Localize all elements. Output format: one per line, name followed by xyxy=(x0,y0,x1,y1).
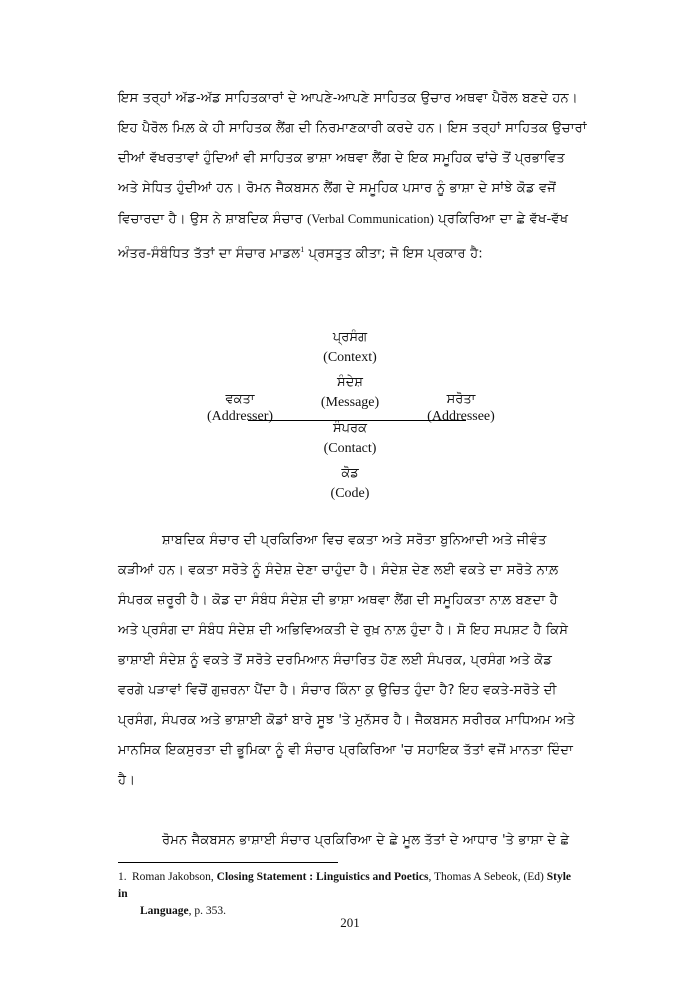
paragraph-line: ਭਾਸ਼ਾਈ ਸੰਦੇਸ਼ ਨੂੰ ਵਕਤੇ ਤੋਂ ਸਰੋਤੇ ਦਰਮਿਆਨ ਸੰਚਾਰਿਤ ਹੋਣ ਲਈ ਸੰਪਰਕ, ਪ੍ਰਸੰਗ ਅਤੇ ਕੋਡ xyxy=(118,653,553,668)
footnote-editor: Thomas A Sebeok, (Ed) xyxy=(434,871,544,883)
diagram-addresser-english: (Addresser) xyxy=(206,409,274,424)
paragraph-line: ਇਸ ਤਰ੍ਹਾਂ ਅੱਡ-ਅੱਡ ਸਾਹਿਤਕਾਰਾਂ ਦੇ ਆਪਣੇ-ਆਪਣੇ ਸਾਹਿਤਕ ਉਚਾਰ ਅਥਵਾ ਪੈਰੋਲ ਬਣਦੇ ਹਨ। xyxy=(118,91,578,106)
footnote-number: 1. xyxy=(118,871,127,883)
diagram-code-gurmukhi: ਕੋਡ xyxy=(341,466,359,481)
line-text-segment: ਪ੍ਰਕਿਰਿਆ ਦਾ ਛੇ ਵੱਖ-ਵੱਖ xyxy=(438,212,569,227)
line-text-segment: ਵਿਚਾਰਦਾ ਹੈ। ਉਸ ਨੇ ਸ਼ਾਬਦਿਕ ਸੰਚਾਰ xyxy=(118,212,303,227)
diagram-contact-english: (Contact) xyxy=(323,441,377,456)
paragraph-one xyxy=(118,84,587,269)
diagram-addressee-gurmukhi: ਸਰੋਤਾ xyxy=(446,392,476,407)
footnote-author: Roman Jakobson, xyxy=(132,871,214,883)
paragraph-three-block xyxy=(118,826,582,856)
paragraph-two xyxy=(118,526,582,796)
footnote-separator-rule xyxy=(118,862,338,863)
footnote-area xyxy=(118,862,582,920)
paragraph-line: ਇਹ ਪੈਰੋਲ ਮਿਲ਼ ਕੇ ਹੀ ਸਾਹਿਤਕ ਲੈਂਗ ਦੀ ਨਿਰਮਾਣਕਾਰੀ ਕਰਦੇ ਹਨ। ਇਸ ਤਰ੍ਹਾਂ ਸਾਹਿਤਕ ਉਚਾਰਾਂ xyxy=(118,121,587,136)
diagram-message-gurmukhi: ਸੰਦੇਸ਼ xyxy=(337,375,363,390)
diagram-addressee-english: (Addressee) xyxy=(427,409,495,424)
footnote-book-title-part1: Style in xyxy=(118,871,572,900)
paragraph-three xyxy=(118,826,582,856)
paragraph-two-block xyxy=(118,526,582,796)
page-number: 201 xyxy=(340,915,360,930)
diagram-contact-gurmukhi: ਸੰਪਰਕ xyxy=(333,421,367,436)
paragraph-line: ਹੈ। xyxy=(118,773,136,788)
diagram-context-gurmukhi: ਪ੍ਰਸੰਗ xyxy=(332,330,368,345)
paragraph-line-with-footnote-marker xyxy=(118,235,582,269)
line-text-segment: ਪ੍ਰਸਤੁਤ ਕੀਤਾ; ਜੋ ਇਸ ਪ੍ਰਕਾਰ ਹੈ: xyxy=(308,246,483,262)
paragraph-line: ਮਾਨਸਿਕ ਇਕਸੁਰਤਾ ਦੀ ਭੂਮਿਕਾ ਨੂੰ ਵੀ ਸੰਚਾਰ ਪ੍ਰਕਿਰਿਆ 'ਚ ਸਹਾਇਕ ਤੱਤਾਂ ਵਜੋਂ ਮਾਨਤਾ ਦਿੰਦਾ xyxy=(118,743,573,758)
paragraph-line: ਰੋਮਨ ਜੈਕਬਸਨ ਭਾਸ਼ਾਈ ਸੰਚਾਰ ਪ੍ਰਕਿਰਿਆ ਦੇ ਛੇ ਮੂਲ ਤੱਤਾਂ ਦੇ ਆਧਾਰ 'ਤੇ ਭਾਸ਼ਾ ਦੇ ਛੇ xyxy=(162,833,570,848)
diagram-message-english: (Message) xyxy=(320,395,380,410)
paragraph-line-with-latin xyxy=(118,204,582,235)
line-text-segment: ਅੰਤਰ-ਸੰਬੰਧਿਤ ਤੱਤਾਂ ਦਾ ਸੰਚਾਰ ਮਾਡਲ xyxy=(118,246,301,262)
diagram-addresser-gurmukhi: ਵਕਤਾ xyxy=(225,392,255,407)
verbal-communication-term: (Verbal Communication) xyxy=(307,212,434,226)
diagram-context-english: (Context) xyxy=(323,350,377,365)
footnote-entry xyxy=(118,869,582,920)
footnote-comma: , xyxy=(428,871,432,883)
footnote-marker: 1 xyxy=(300,245,305,254)
paragraph-line: ਅਤੇ ਸੇਧਿਤ ਹੁੰਦੀਆਂ ਹਨ। ਰੋਮਨ ਜੈਕਬਸਨ ਲੈਂਗ ਦੇ ਸਮੂਹਿਕ ਪਸਾਰ ਨੂੰ ਭਾਸ਼ਾ ਦੇ ਸਾਂਝੇ ਕੋਡ ਵਜੋਂ xyxy=(118,181,557,196)
jakobson-communication-model-diagram xyxy=(118,330,582,515)
footnote-book-title-part2: Language xyxy=(140,905,189,917)
paragraph-line: ਸੰਪਰਕ ਜ਼ਰੂਰੀ ਹੈ। ਕੋਡ ਦਾ ਸੰਬੰਧ ਸੰਦੇਸ਼ ਦੀ ਭਾਸ਼ਾ ਅਥਵਾ ਲੈਂਗ ਦੀ ਸਮੂਹਿਕਤਾ ਨਾਲ਼ ਬਣਦਾ ਹੈ xyxy=(118,593,558,608)
footnote-article-title: Closing Statement : Linguistics and Poetics xyxy=(216,871,429,883)
paragraph-line: ਵਰਗੇ ਪੜਾਵਾਂ ਵਿਚੋਂ ਗੁਜ਼ਰਨਾ ਪੈਂਦਾ ਹੈ। ਸੰਚਾਰ ਕਿੰਨਾ ਕੁ ਉਚਿਤ ਹੁੰਦਾ ਹੈ? ਇਹ ਵਕਤੇ-ਸਰੋਤੇ ਦੀ xyxy=(118,683,557,698)
paragraph-line: ਅਤੇ ਪ੍ਰਸੰਗ ਦਾ ਸੰਬੰਧ ਸੰਦੇਸ਼ ਦੀ ਅਭਿਵਿਅਕਤੀ ਦੇ ਰੁਖ਼ ਨਾਲ਼ ਹੁੰਦਾ ਹੈ। ਸੋ ਇਹ ਸਪਸ਼ਟ ਹੈ ਕਿਸੇ xyxy=(118,623,569,638)
footnote-page-reference: , p. 353. xyxy=(188,905,226,917)
paragraph-one-block xyxy=(118,84,587,269)
footnote-text xyxy=(118,871,571,900)
paragraph-line: ਸ਼ਾਬਦਿਕ ਸੰਚਾਰ ਦੀ ਪ੍ਰਕਿਰਿਆ ਵਿਚ ਵਕਤਾ ਅਤੇ ਸਰੋਤਾ ਬੁਨਿਆਦੀ ਅਤੇ ਜੀਵੰਤ xyxy=(162,533,547,548)
paragraph-line: ਕੜੀਆਂ ਹਨ। ਵਕਤਾ ਸਰੋਤੇ ਨੂੰ ਸੰਦੇਸ਼ ਦੇਣਾ ਚਾਹੁੰਦਾ ਹੈ। ਸੰਦੇਸ਼ ਦੇਣ ਲਈ ਵਕਤੇ ਦਾ ਸਰੋਤੇ ਨਾਲ਼ xyxy=(118,563,559,578)
diagram-code-english: (Code) xyxy=(330,486,370,501)
paragraph-line: ਪ੍ਰਸੰਗ, ਸੰਪਰਕ ਅਤੇ ਭਾਸ਼ਾਈ ਕੋਡਾਂ ਬਾਰੇ ਸੂਝ 'ਤੇ ਮੁਨੱਸਰ ਹੈ। ਜੈਕਬਸਨ ਸਰੀਰਕ ਮਾਧਿਅਮ ਅਤੇ xyxy=(118,713,576,728)
paragraph-line: ਦੀਆਂ ਵੱਖਰਤਾਵਾਂ ਹੁੰਦਿਆਂ ਵੀ ਸਾਹਿਤਕ ਭਾਸ਼ਾ ਅਥਵਾ ਲੈਂਗ ਦੇ ਇਕ ਸਮੂਹਿਕ ਢਾਂਚੇ ਤੋਂ ਪ੍ਰਭਾਵਿਤ xyxy=(118,151,565,166)
